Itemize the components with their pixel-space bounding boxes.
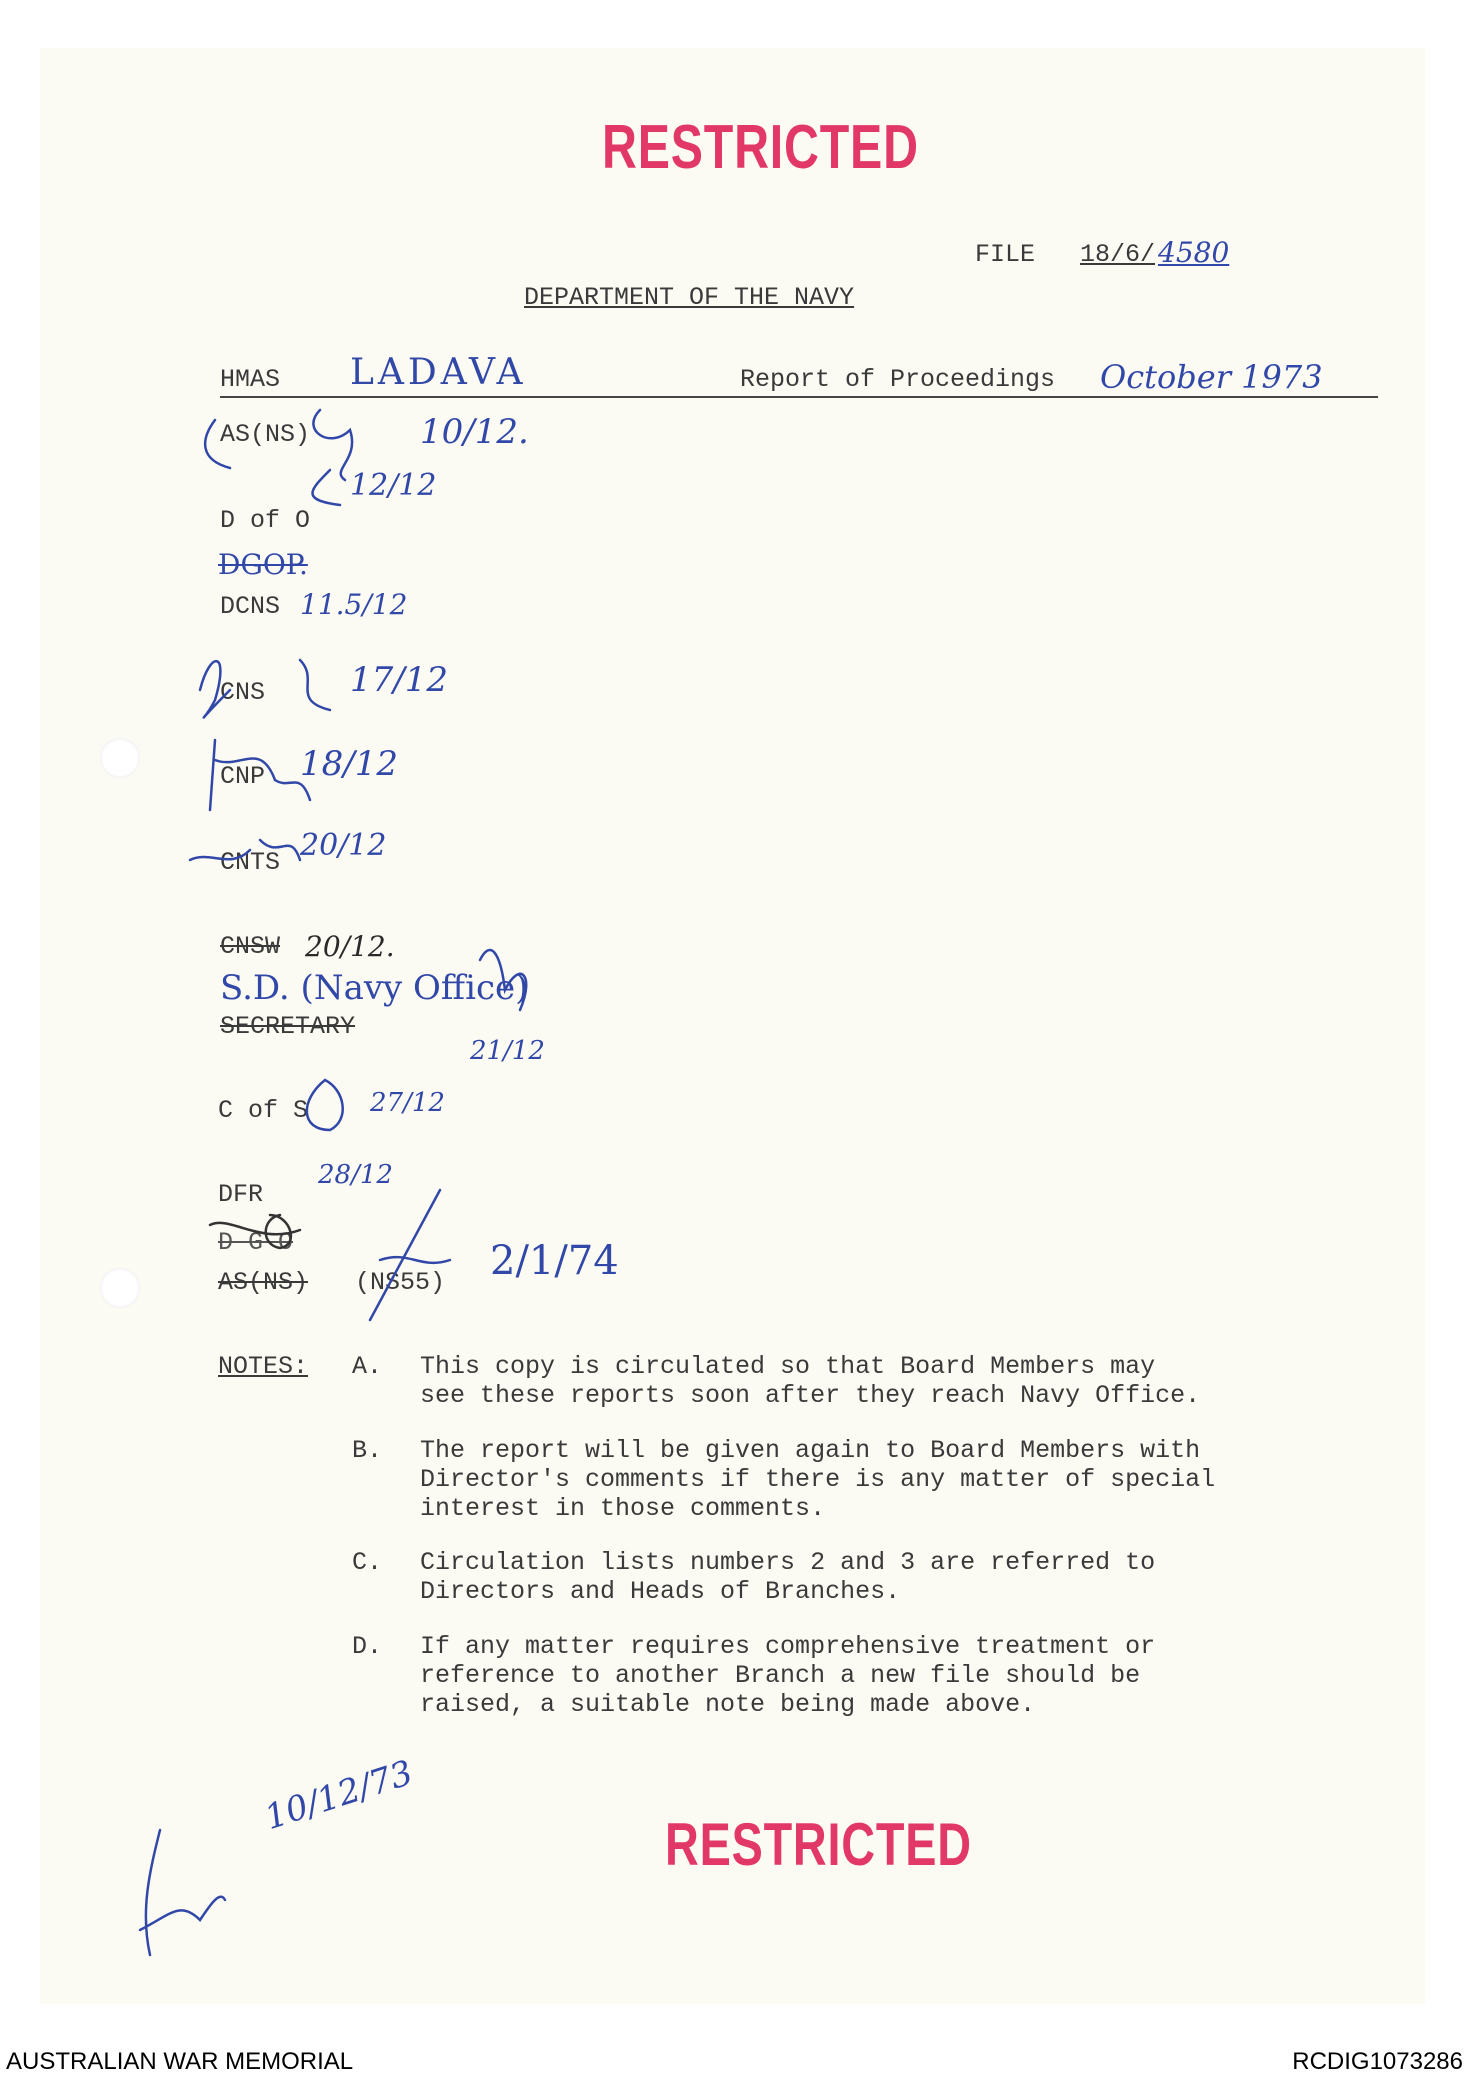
annotation-dcns: 11.5/12 [300, 588, 408, 621]
annotation-cnsw: 20/12. [305, 930, 395, 963]
note-text-b: The report will be given again to Board Members with Director's comments if there is any matter of special interest in those comments. [420, 1436, 1216, 1523]
initials-final [370, 1190, 450, 1320]
initials-cns [200, 660, 330, 718]
initials-d-of-o [313, 470, 341, 505]
footer-right: RCDIG1073286 [1292, 2048, 1463, 2075]
note-text-c: Circulation lists numbers 2 and 3 are referred to Directors and Heads of Branches. [420, 1548, 1156, 1606]
routing-cnts: CNTS [220, 848, 281, 877]
report-period: October 1973 [1100, 358, 1323, 396]
department-title: DEPARTMENT OF THE NAVY [524, 283, 855, 312]
routing-cnp: CNP [220, 762, 266, 791]
file-number-handwritten: 4580 [1158, 236, 1230, 269]
routing-c-of-s: C of S [218, 1096, 309, 1125]
note-letter-d: D. [352, 1632, 383, 1661]
routing-cns: CNS [220, 678, 266, 707]
initials-cnp [210, 740, 310, 810]
hmas-label: HMAS [220, 365, 281, 394]
notes-label: NOTES: [218, 1352, 309, 1381]
annotation-as-ns-2: 12/12 [350, 468, 437, 503]
annotation-final: 2/1/74 [490, 1238, 619, 1284]
routing-secretary: SECRETARY [220, 1012, 356, 1041]
footer-left: AUSTRALIAN WAR MEMORIAL [6, 2048, 354, 2075]
ship-name: LADAVA [350, 352, 527, 393]
routing-final-as-ns: AS(NS) [218, 1268, 309, 1297]
routing-dgop: DGOP. [218, 548, 308, 581]
file-number: 18/6/ [1080, 240, 1156, 269]
note-letter-a: A. [352, 1352, 383, 1381]
initials-c-of-s [307, 1080, 343, 1130]
initials-cnts [190, 840, 300, 860]
routing-dcns: DCNS [220, 592, 281, 621]
annotation-sd: 21/12 [470, 1036, 545, 1066]
annotation-cnts: 20/12 [300, 828, 387, 863]
annotation-c-of-s: 27/12 [370, 1088, 445, 1118]
dgo-circles [210, 1215, 300, 1248]
note-text-a: This copy is circulated so that Board Members may see these reports soon after they reach Navy Office. [420, 1352, 1201, 1410]
note-letter-c: C. [352, 1548, 383, 1577]
bottom-annotation: 10/12/73 [260, 1752, 418, 1839]
annotation-as-ns: 10/12. [420, 412, 529, 452]
routing-final-ns55: (NS55) [355, 1268, 446, 1297]
routing-dfr: DFR [218, 1180, 264, 1209]
initials-bottom [140, 1830, 225, 1955]
routing-cnsw: CNSW [220, 932, 281, 961]
routing-d-of-o: D of O [220, 506, 311, 535]
note-letter-b: B. [352, 1436, 383, 1465]
routing-sd: S.D. (Navy Office) [220, 968, 529, 1008]
annotation-cnp: 18/12 [300, 744, 398, 784]
restricted-stamp-top: RESTRICTED [602, 113, 919, 182]
initials-sd [480, 950, 526, 1010]
note-text-d: If any matter requires comprehensive treatment or reference to another Branch a new file should be raised, a suitable note being made above. [420, 1632, 1156, 1719]
annotation-dfr: 28/12 [318, 1160, 393, 1190]
report-label: Report of Proceedings [740, 365, 1056, 394]
routing-as-ns: AS(NS) [220, 420, 311, 449]
restricted-stamp-bottom: RESTRICTED [665, 1811, 972, 1878]
annotation-cns: 17/12 [350, 660, 448, 700]
file-label: FILE [975, 240, 1036, 269]
routing-dgo-struck: D G O [218, 1228, 294, 1257]
